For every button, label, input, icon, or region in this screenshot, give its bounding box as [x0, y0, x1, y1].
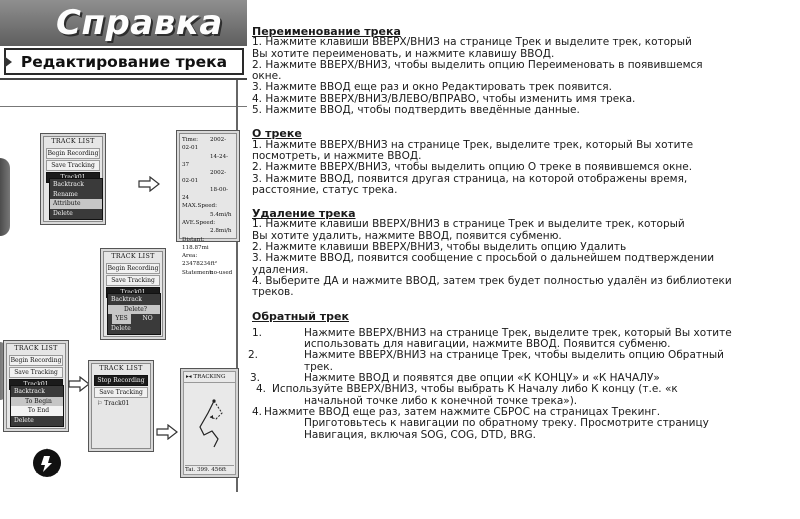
- info-value: 118.87mi: [182, 244, 209, 251]
- text-line: 3. Нажмите ВВОД, появится сообщение с просьбой о дальнейшем подтверждении: [252, 252, 715, 265]
- screen-title: TRACK LIST: [99, 365, 143, 372]
- text-line: Нажмите ВВЕРХ/ВНИЗ на странице Трек, выделите трек, который Вы хотите: [304, 326, 732, 339]
- text-line: 1. Нажмите клавиши ВВЕРХ/ВНИЗ в странице Трек и выделите трек, который: [252, 218, 685, 231]
- brand-logo-icon: [30, 446, 64, 480]
- text-line: Вы хотите переименовать, и нажмите клавишу ВВОД.: [252, 47, 555, 60]
- text-line: начальной точке либо к конечной точке трека»).: [304, 394, 578, 407]
- left-panel: [0, 0, 247, 519]
- list-item: [252, 384, 797, 407]
- yes-button[interactable]: YES: [112, 314, 130, 324]
- text-line: 1. Нажмите клавиши ВВЕРХ/ВНИЗ на странице Трек и выделите трек, который: [252, 36, 692, 49]
- text-line: 2. Нажмите ВВЕРХ/ВНИЗ, чтобы выделить опцию Переименовать в появившемся: [252, 58, 703, 71]
- text-line: Приготовьтесь к навигации по обратному треку. Просмотрите страницу: [304, 417, 709, 430]
- list-item[interactable]: Save Tracking: [106, 275, 160, 286]
- text-line: треков.: [252, 286, 294, 299]
- text-line: 3. Нажмите ВВОД еще раз и окно Редактировать трек появится.: [252, 81, 612, 94]
- menu-item[interactable]: Backtrack: [53, 181, 84, 188]
- info-label: Distant:: [182, 236, 205, 243]
- text-line: 2. Нажмите ВВЕРХ/ВНИЗ, чтобы выделить опцию О треке в появившемся окне.: [252, 161, 693, 174]
- text-line: трек.: [304, 360, 333, 373]
- section-backtrack: [248, 309, 797, 441]
- section-heading: Удаление трека: [252, 207, 356, 221]
- arrow-right-icon: [138, 176, 160, 192]
- info-row: [182, 219, 234, 227]
- context-menu: [10, 385, 64, 427]
- track-entry[interactable]: [94, 399, 148, 410]
- track-list-screen: [88, 360, 154, 452]
- text-line: удаления.: [252, 263, 309, 276]
- text-line: Нажмите ВВОД и появятся две опции «К КОНЦУ» и «К НАЧАЛУ»: [304, 372, 660, 385]
- list-number: 2.: [248, 349, 259, 362]
- confirm-buttons: [108, 314, 160, 324]
- menu-item[interactable]: Backtrack: [14, 388, 45, 395]
- track-list-screen: [40, 133, 106, 225]
- text-line: Используйте ВВЕРХ/ВНИЗ, чтобы выбрать К Началу либо К концу (т.е. «к: [272, 383, 678, 396]
- text-line: 1. Нажмите ВВЕРХ/ВНИЗ на странице Трек, выделите трек, который Вы хотите: [252, 138, 694, 151]
- list-item[interactable]: Begin Recording: [107, 265, 159, 272]
- info-row: [182, 136, 234, 153]
- flag-icon: ⚐: [97, 400, 105, 407]
- context-menu: [107, 293, 161, 335]
- map-header: [184, 372, 235, 383]
- section-heading: Переименование трека: [252, 25, 401, 38]
- list-number: 3.: [250, 372, 261, 385]
- confirm-prompt: Delete?: [108, 305, 160, 315]
- section-delete-track: [252, 208, 797, 298]
- menu-item[interactable]: Backtrack: [111, 296, 142, 303]
- screen-title: TRACK LIST: [111, 253, 155, 260]
- info-row: [182, 169, 234, 186]
- track-list-screen: [100, 248, 166, 340]
- section-heading: Обратный трек: [252, 309, 349, 323]
- list-item[interactable]: Save Tracking: [46, 160, 100, 171]
- track-name: Track01: [104, 400, 130, 407]
- text-line: 4. Выберите ДА и нажмите ВВОД, затем трек будет полностью удалён из библиотеки: [252, 274, 732, 287]
- section-heading: О треке: [252, 127, 302, 141]
- no-button[interactable]: NO: [142, 315, 153, 322]
- title-banner: [0, 0, 247, 46]
- info-row: [182, 202, 234, 210]
- info-row: [182, 153, 234, 170]
- play-icon: ▸◂: [186, 374, 194, 380]
- info-value: 2.8mi/h: [210, 228, 232, 235]
- menu-item[interactable]: Delete: [111, 324, 131, 332]
- text-line: 2. Нажмите клавиши ВВЕРХ/ВНИЗ, чтобы выделить опцию Удалить: [252, 241, 627, 254]
- text-line: Навигация, включая SOG, COG, DTD, BRG.: [304, 428, 537, 441]
- track-path: [184, 383, 237, 463]
- info-label: Area:: [182, 253, 198, 260]
- info-label: Statement:: [182, 269, 214, 276]
- map-title: TRACKING: [193, 374, 226, 380]
- text-line: расстояние, статус трека.: [252, 183, 398, 196]
- menu-item[interactable]: To End: [11, 406, 63, 416]
- info-row: [182, 269, 234, 277]
- arrow-right-icon: [68, 376, 90, 392]
- menu-item-highlighted[interactable]: To Begin: [11, 397, 63, 407]
- info-row: [182, 186, 234, 203]
- track-info-list: [179, 133, 237, 276]
- section-about-track: [252, 128, 797, 196]
- info-label: AVE.Speed:: [182, 219, 216, 226]
- list-item[interactable]: Begin Recording: [10, 357, 62, 364]
- page-subtitle: Редактирование трека: [20, 53, 228, 71]
- text-line: 5. Нажмите ВВОД, чтобы подтвердить введённые данные.: [252, 104, 580, 117]
- text-line: посмотреть, и нажмите ВВОД.: [252, 149, 422, 162]
- text-line: Нажмите ВВОД еще раз, затем нажмите СБРОС на страницах Трекинг.: [264, 405, 661, 418]
- menu-item[interactable]: Delete: [53, 209, 73, 217]
- context-menu: [49, 178, 103, 220]
- text-line: Нажмите ВВЕРХ/ВНИЗ на странице Трек, чтобы выделить опцию Обратный: [304, 349, 724, 362]
- track-list-screen: [3, 340, 69, 432]
- info-value: 23478234ft²: [182, 261, 218, 268]
- page-title: Справка: [56, 3, 223, 43]
- list-item[interactable]: Save Tracking: [94, 387, 148, 398]
- info-row: [182, 211, 234, 219]
- tracking-map-screen: [180, 368, 239, 478]
- info-value: 2002-02-01: [182, 170, 227, 185]
- info-value: 14-24-37: [182, 153, 229, 168]
- list-number: 4.: [252, 405, 263, 418]
- help-content: [248, 25, 797, 441]
- divider: [0, 78, 247, 80]
- track-info-screen: [176, 130, 240, 276]
- info-row: [182, 236, 234, 253]
- list-item: [252, 407, 797, 441]
- menu-item[interactable]: Delete: [14, 416, 34, 424]
- device-knob: [0, 158, 10, 236]
- menu-item-highlighted[interactable]: Attribute: [50, 199, 102, 209]
- text-line: использовать для навигации, нажмите ВВОД. Появится субменю.: [304, 338, 671, 351]
- arrow-right-icon: [156, 424, 178, 440]
- text-line: 3. Нажмите ВВОД, появится другая страница, на которой отображены время,: [252, 172, 688, 185]
- info-value: 18-00-24: [182, 186, 229, 202]
- list-number: 1.: [252, 326, 263, 339]
- screen-title: TRACK LIST: [51, 138, 95, 145]
- info-value: 2002-02-01: [182, 137, 227, 152]
- info-row: [182, 252, 234, 269]
- list-item: [248, 349, 797, 373]
- info-value: no-used: [210, 269, 233, 276]
- info-row: [182, 227, 234, 235]
- bullet-triangle-icon: [4, 56, 12, 68]
- text-line: окне.: [252, 70, 282, 83]
- list-item[interactable]: Begin Recording: [47, 150, 99, 157]
- list-item: [252, 328, 797, 351]
- text-line: 4. Нажмите ВВЕРХ/ВНИЗ/ВЛЕВО/ВПРАВО, чтобы изменить имя трека.: [252, 92, 636, 105]
- info-label: MAX.Speed:: [182, 203, 218, 210]
- screen-title: TRACK LIST: [14, 345, 58, 352]
- text-line: Вы хотите удалить, нажмите ВВОД, появится субменю.: [252, 229, 562, 242]
- list-number: 4.: [256, 383, 267, 396]
- list-item[interactable]: Save Tracking: [9, 367, 63, 378]
- menu-item[interactable]: Rename: [53, 190, 78, 198]
- info-value: 5.4mi/h: [210, 211, 232, 218]
- section-rename: [252, 26, 797, 116]
- map-footer: Tai. 399. 456ft: [185, 465, 234, 473]
- list-item-selected[interactable]: Stop Recording: [94, 375, 148, 386]
- divider: [0, 106, 247, 107]
- subtitle-box: [4, 48, 244, 75]
- info-label: Time:: [182, 137, 199, 143]
